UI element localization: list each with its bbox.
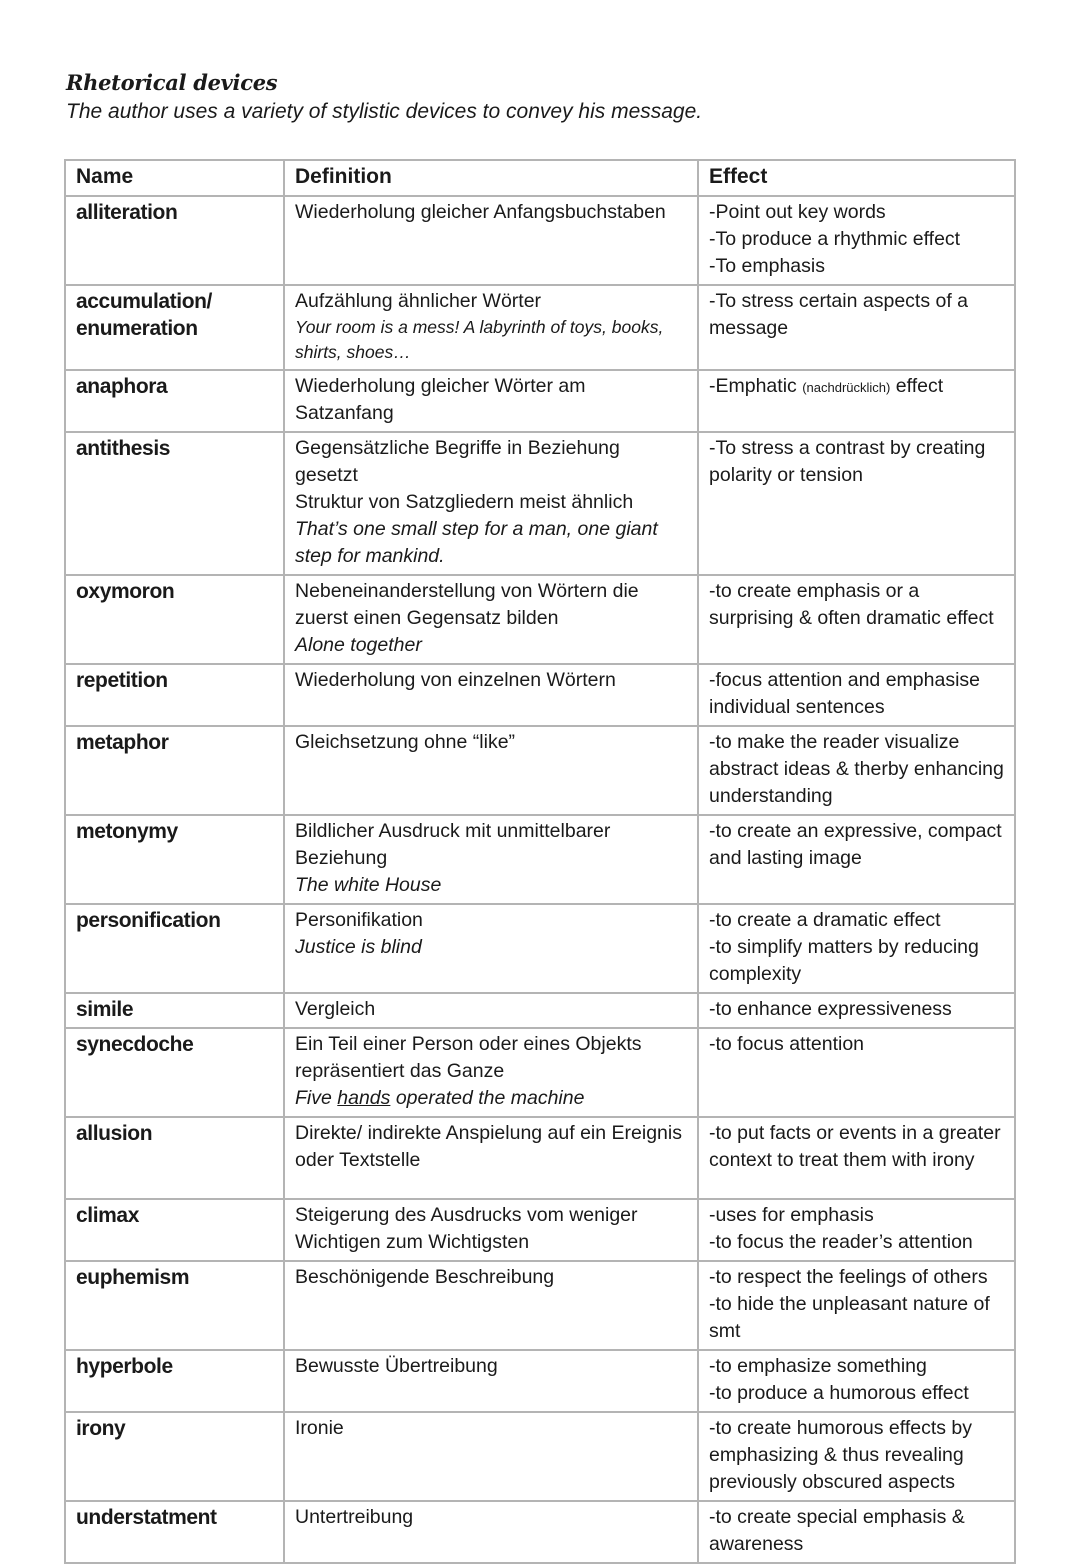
- page-heading: Rhetorical devices: [66, 70, 278, 95]
- device-name: synecdoche: [65, 1028, 284, 1117]
- definition-text: Wiederholung von einzelnen Wörtern: [295, 669, 616, 691]
- device-definition: [284, 1199, 698, 1261]
- definition-text: Beschönigende Beschreibung: [295, 1266, 555, 1288]
- definition-text: Ein Teil einer Person oder eines Objekts repräsentiert das Ganze: [295, 1033, 642, 1082]
- effect-text: -to put facts or events in a greater context to treat them with irony: [709, 1122, 1001, 1171]
- definition-text: Bewusste Übertreibung: [295, 1355, 498, 1377]
- device-effect: [698, 904, 1015, 993]
- table-row: [65, 1261, 1015, 1350]
- effect-text: -to hide the unpleasant nature of smt: [709, 1293, 990, 1342]
- device-definition: [284, 1412, 698, 1501]
- definition-text: Gleichsetzung ohne “like”: [295, 731, 516, 753]
- table-row: [65, 1412, 1015, 1501]
- example-underlined-word: hands: [337, 1087, 391, 1109]
- definition-text: Bildlicher Ausdruck mit unmittelbarer Beziehung: [295, 820, 611, 869]
- effect-text: -to create an expressive, compact and lasting image: [709, 820, 1002, 869]
- device-name: personification: [65, 904, 284, 993]
- device-effect: [698, 432, 1015, 575]
- device-effect: [698, 815, 1015, 904]
- effect-text: effect: [895, 375, 944, 397]
- device-effect: [698, 196, 1015, 285]
- device-name: repetition: [65, 664, 284, 726]
- table-row: [65, 726, 1015, 815]
- effect-text: -to produce a humorous effect: [709, 1382, 969, 1404]
- device-name: metaphor: [65, 726, 284, 815]
- device-definition: [284, 1261, 698, 1350]
- table-row: [65, 1028, 1015, 1117]
- device-effect: [698, 1199, 1015, 1261]
- table-row: [65, 1350, 1015, 1412]
- device-definition: [284, 1117, 698, 1199]
- example-text-part: operated the machine: [390, 1087, 585, 1109]
- effect-text: -Point out key words: [709, 201, 886, 223]
- device-name: euphemism: [65, 1261, 284, 1350]
- effect-text: -to enhance expressiveness: [709, 998, 952, 1020]
- device-effect: [698, 1117, 1015, 1199]
- device-effect: [698, 664, 1015, 726]
- table-row: [65, 664, 1015, 726]
- device-definition: [284, 815, 698, 904]
- effect-text: -To emphasis: [709, 255, 825, 277]
- device-definition: [284, 575, 698, 664]
- device-name: allusion: [65, 1117, 284, 1199]
- definition-text: Struktur von Satzgliedern meist ähnlich: [295, 491, 634, 513]
- device-effect: [698, 1350, 1015, 1412]
- effect-text: -to create a dramatic effect: [709, 909, 941, 931]
- device-definition: [284, 664, 698, 726]
- effect-text: -To stress a contrast by creating polarity or tension: [709, 437, 986, 486]
- device-definition: [284, 1028, 698, 1117]
- device-effect: [698, 575, 1015, 664]
- device-name: accumulation/ enumeration: [65, 285, 284, 370]
- device-effect: [698, 370, 1015, 432]
- table-row: [65, 1199, 1015, 1261]
- table-row: [65, 432, 1015, 575]
- device-effect: [698, 1028, 1015, 1117]
- effect-text: -to focus attention: [709, 1033, 865, 1055]
- device-definition: [284, 1501, 698, 1563]
- device-name: hyperbole: [65, 1350, 284, 1412]
- rhetorical-devices-table: [64, 159, 1016, 1564]
- device-effect: [698, 993, 1015, 1028]
- table-row: [65, 285, 1015, 370]
- device-name: irony: [65, 1412, 284, 1501]
- table-header-row: [65, 160, 1015, 196]
- example-text-part: Five: [295, 1087, 338, 1109]
- device-name: oxymoron: [65, 575, 284, 664]
- device-definition: [284, 993, 698, 1028]
- device-name: simile: [65, 993, 284, 1028]
- device-definition: [284, 726, 698, 815]
- device-effect: [698, 1412, 1015, 1501]
- example-text: Your room is a mess! A labyrinth of toys, books, shirts, shoes…: [295, 317, 664, 362]
- effect-text: -uses for emphasis: [709, 1204, 874, 1226]
- device-effect: [698, 1501, 1015, 1563]
- effect-text: -to focus the reader’s attention: [709, 1231, 973, 1253]
- definition-text: Vergleich: [295, 998, 376, 1020]
- effect-text: -Emphatic: [709, 375, 797, 397]
- table-row: [65, 370, 1015, 432]
- effect-text: -To stress certain aspects of a message: [709, 290, 969, 339]
- definition-text: Ironie: [295, 1417, 344, 1439]
- effect-text: -to simplify matters by reducing complexity: [709, 936, 979, 985]
- table-row: [65, 196, 1015, 285]
- column-header-definition: Definition: [284, 160, 698, 196]
- table-row: [65, 575, 1015, 664]
- device-definition: [284, 285, 698, 370]
- table-row: [65, 815, 1015, 904]
- device-name: anaphora: [65, 370, 284, 432]
- device-name: metonymy: [65, 815, 284, 904]
- definition-text: Personifikation: [295, 909, 423, 931]
- example-text: [295, 1085, 687, 1112]
- effect-text: -focus attention and emphasise individual sentences: [709, 669, 981, 718]
- effect-text: -to respect the feelings of others: [709, 1266, 988, 1288]
- effect-text: -to create special emphasis & awareness: [709, 1506, 965, 1555]
- definition-text: Wiederholung gleicher Wörter am Satzanfang: [295, 375, 586, 424]
- device-effect: [698, 1261, 1015, 1350]
- effect-text: -To produce a rhythmic effect: [709, 228, 961, 250]
- example-text: The white House: [295, 874, 442, 896]
- definition-text: Direkte/ indirekte Anspielung auf ein Ereignis oder Textstelle: [295, 1122, 682, 1171]
- device-effect: [698, 285, 1015, 370]
- effect-text: -to emphasize something: [709, 1355, 927, 1377]
- definition-text: Untertreibung: [295, 1506, 414, 1528]
- device-definition: [284, 1350, 698, 1412]
- table-row: [65, 904, 1015, 993]
- device-definition: [284, 196, 698, 285]
- device-name: alliteration: [65, 196, 284, 285]
- effect-note: (nachdrücklich): [802, 380, 891, 395]
- column-header-effect: Effect: [698, 160, 1015, 196]
- effect-text: -to create humorous effects by emphasizing & thus revealing previously obscured aspects: [709, 1417, 973, 1493]
- example-text: Alone together: [295, 634, 422, 656]
- device-name: understatment: [65, 1501, 284, 1563]
- definition-text: Wiederholung gleicher Anfangsbuchstaben: [295, 201, 666, 223]
- example-text: Justice is blind: [295, 936, 422, 958]
- table-row: [65, 1117, 1015, 1199]
- definition-text: Steigerung des Ausdrucks vom weniger Wichtigen zum Wichtigsten: [295, 1204, 638, 1253]
- column-header-name: Name: [65, 160, 284, 196]
- effect-text: -to make the reader visualize abstract ideas & therby enhancing understanding: [709, 731, 1004, 807]
- table-row: [65, 1501, 1015, 1563]
- example-text: That’s one small step for a man, one giant step for mankind.: [295, 518, 658, 567]
- device-name: climax: [65, 1199, 284, 1261]
- definition-text: Gegensätzliche Begriffe in Beziehung gesetzt: [295, 437, 620, 486]
- device-name: antithesis: [65, 432, 284, 575]
- definition-text: Nebeneinanderstellung von Wörtern die zuerst einen Gegensatz bilden: [295, 580, 639, 629]
- page-subtitle: The author uses a variety of stylistic devices to convey his message.: [66, 100, 703, 123]
- device-definition: [284, 432, 698, 575]
- device-effect: [698, 726, 1015, 815]
- definition-text: Aufzählung ähnlicher Wörter: [295, 290, 542, 312]
- table-row: [65, 993, 1015, 1028]
- device-definition: [284, 370, 698, 432]
- effect-text: -to create emphasis or a surprising & often dramatic effect: [709, 580, 994, 629]
- device-definition: [284, 904, 698, 993]
